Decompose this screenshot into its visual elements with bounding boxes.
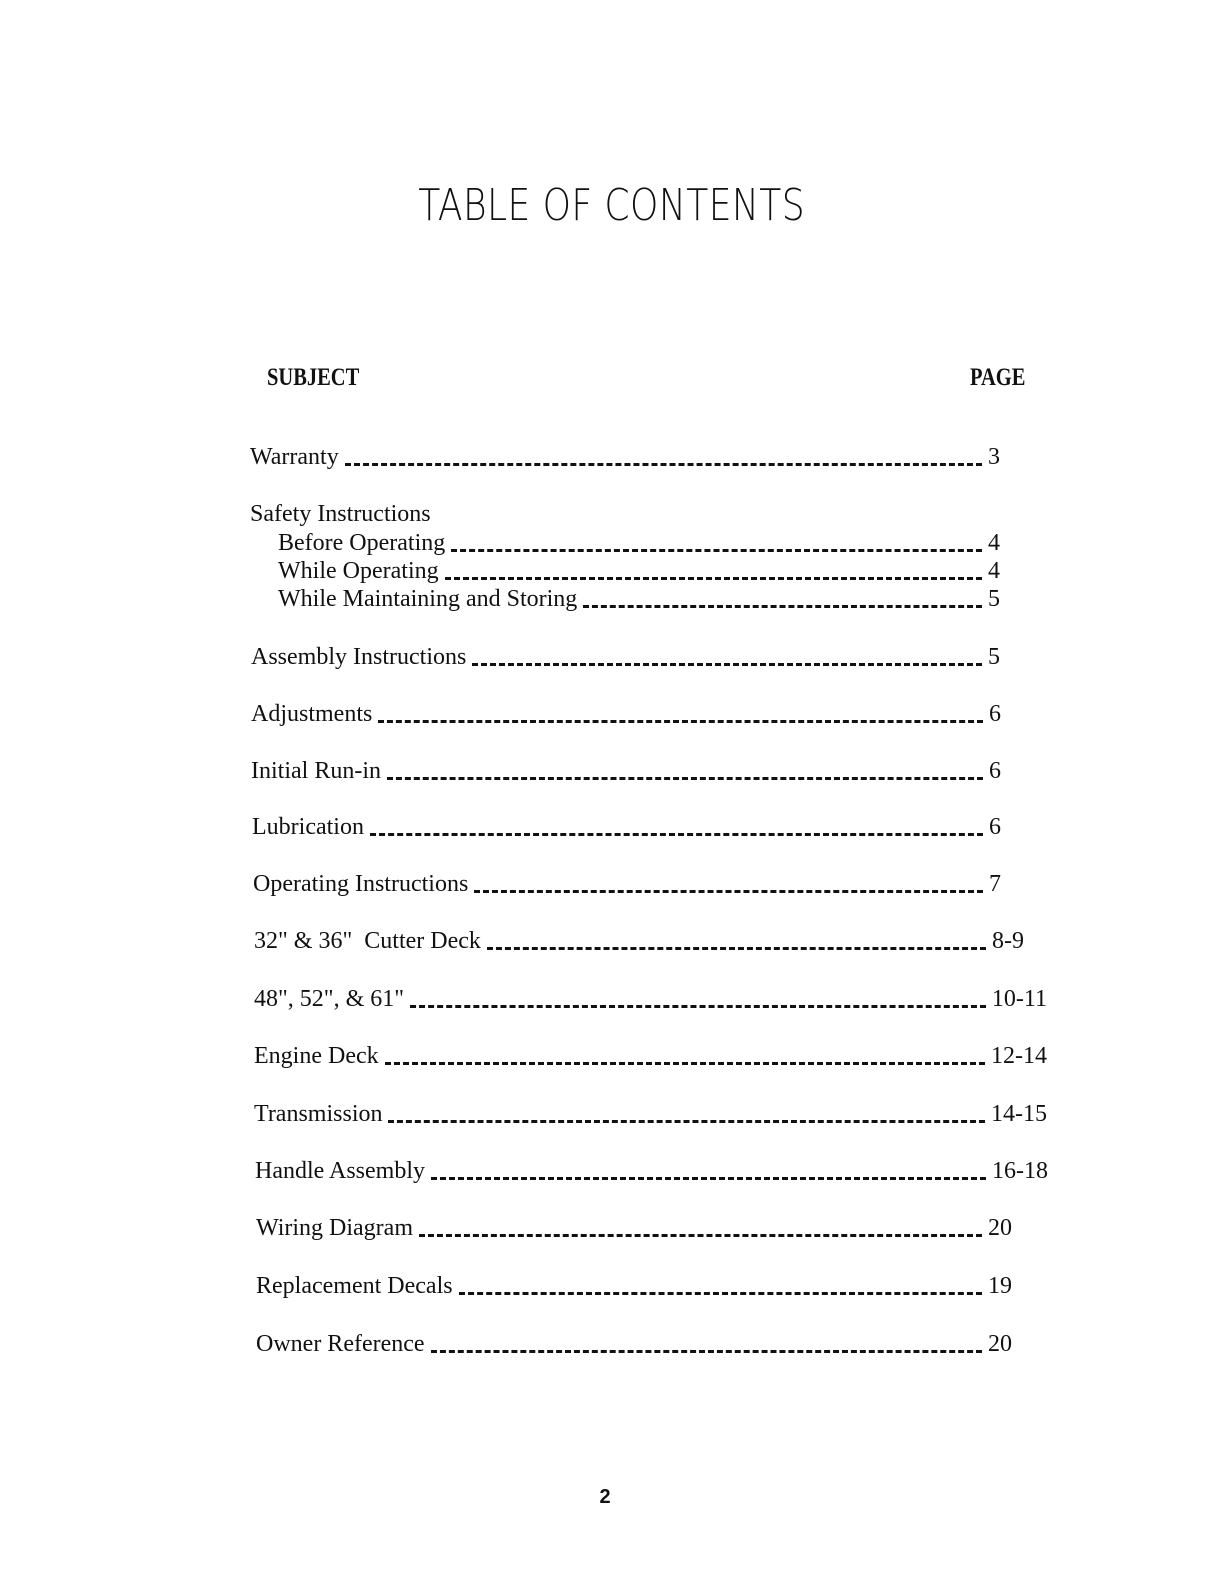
toc-entry-page: 6 xyxy=(989,814,1001,840)
dot-leader xyxy=(410,1005,986,1008)
dot-leader xyxy=(378,720,983,723)
dot-leader xyxy=(431,1177,986,1180)
dot-leader xyxy=(474,890,983,893)
dot-leader xyxy=(459,1292,982,1295)
toc-entry-transmission xyxy=(254,1099,1047,1129)
dot-leader xyxy=(419,1234,982,1237)
toc-entry-page: 12-14 xyxy=(991,1043,1047,1069)
toc-entry-lubrication xyxy=(252,812,1001,842)
toc-entry-assembly-instructions xyxy=(251,642,1000,672)
toc-entry-operating-instructions xyxy=(253,869,1001,899)
toc-entry-page: 8-9 xyxy=(992,928,1024,954)
toc-entry-warranty xyxy=(250,442,1000,472)
toc-entry-label: Wiring Diagram xyxy=(256,1215,413,1241)
toc-entry-label: Engine Deck xyxy=(254,1043,379,1069)
toc-entry-page: 20 xyxy=(988,1331,1012,1357)
toc-entry-label: Operating Instructions xyxy=(253,871,469,897)
toc-entry-page: 10-11 xyxy=(991,986,1047,1012)
toc-entry-initial-run-in xyxy=(251,756,1001,786)
page-title: TABLE OF CONTENTS xyxy=(418,180,806,231)
toc-entry-label: Adjustments xyxy=(251,701,373,727)
toc-entry-label: Initial Run-in xyxy=(251,758,381,784)
toc-entry-48-52-61 xyxy=(254,984,1047,1014)
toc-entry-page: 3 xyxy=(988,444,1000,470)
toc-entry-page: 5 xyxy=(988,586,1000,612)
toc-entry-page: 5 xyxy=(988,644,1000,670)
page-number: 2 xyxy=(599,1486,611,1508)
toc-entry-label: Owner Reference xyxy=(256,1331,425,1357)
toc-entry-label: Before Operating xyxy=(278,530,446,556)
dot-leader xyxy=(388,1120,985,1123)
dot-leader xyxy=(583,605,982,608)
toc-entry-handle-assembly xyxy=(255,1156,1048,1186)
toc-entry-page: 6 xyxy=(989,701,1001,727)
dot-leader xyxy=(445,577,982,580)
toc-entry-before-operating xyxy=(278,528,1000,558)
dot-leader xyxy=(472,663,982,666)
toc-entry-adjustments xyxy=(251,699,1001,729)
dot-leader xyxy=(345,463,982,466)
toc-entry-engine-deck xyxy=(254,1041,1047,1071)
toc-entry-page: 16-18 xyxy=(992,1158,1048,1184)
toc-entry-label: Transmission xyxy=(254,1101,383,1127)
toc-entry-page: 19 xyxy=(988,1273,1012,1299)
dot-leader xyxy=(370,833,983,836)
toc-entry-page: 14-15 xyxy=(991,1101,1047,1127)
dot-leader xyxy=(431,1350,982,1353)
toc-entry-page: 4 xyxy=(988,558,1000,584)
page-column-header: PAGE xyxy=(970,364,1026,391)
toc-entry-label: Replacement Decals xyxy=(256,1273,453,1299)
toc-entry-wiring-diagram xyxy=(256,1213,1012,1243)
toc-entry-32-36-cutter-deck xyxy=(254,926,1024,956)
toc-entry-label: Assembly Instructions xyxy=(251,644,467,670)
dot-leader xyxy=(487,947,986,950)
toc-entry-page: 6 xyxy=(989,758,1001,784)
toc-entry-label: 48", 52", & 61" xyxy=(254,986,405,1012)
dot-leader xyxy=(387,777,983,780)
dot-leader xyxy=(451,549,982,552)
toc-entry-while-maintaining xyxy=(278,584,1000,614)
toc-entry-label: Lubrication xyxy=(252,814,364,840)
toc-entry-replacement-decals xyxy=(256,1271,1012,1301)
toc-entry-label: 32" & 36" Cutter Deck xyxy=(254,928,481,954)
dot-leader xyxy=(385,1062,985,1065)
toc-entry-page: 20 xyxy=(988,1215,1012,1241)
subject-column-header: SUBJECT xyxy=(267,364,360,391)
toc-entry-label: While Operating xyxy=(278,558,439,584)
toc-entry-label: Warranty xyxy=(250,444,339,470)
toc-entry-label: While Maintaining and Storing xyxy=(278,586,578,612)
toc-entry-page: 4 xyxy=(988,530,1000,556)
toc-entry-label: Handle Assembly xyxy=(255,1158,425,1184)
toc-section-safety-instructions: Safety Instructions xyxy=(250,501,431,527)
toc-entry-while-operating xyxy=(278,556,1000,586)
toc-entry-page: 7 xyxy=(989,871,1001,897)
toc-entry-owner-reference xyxy=(256,1329,1012,1359)
